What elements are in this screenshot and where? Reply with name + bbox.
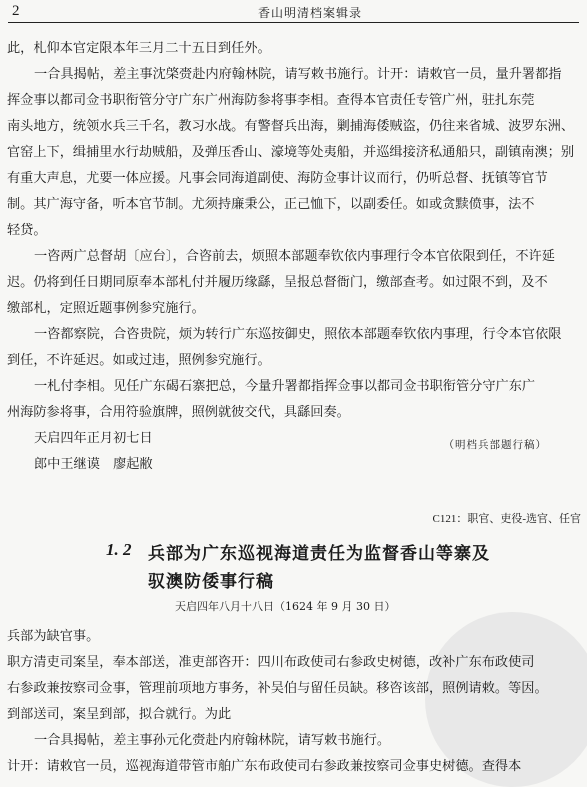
text-line: 郎中王继谟 廖起敝 [34, 457, 153, 472]
text-line: 缴部札，定照近题事例参究施行。 [7, 301, 205, 316]
text-line: 到部送司，案呈到部，拟合就行。为此 [7, 707, 232, 722]
text-line: 州海防参将事，合用符验旗牌，照例就彼交代，具繇回奏。 [7, 405, 350, 420]
text-line: 南头地方，统领水兵三千名，教习水战。有警督兵出海，剿捕海倭贼盗，仍往来省城、波罗东洲、 [7, 119, 575, 134]
text-line: 有重大声息，尤要一体应援。凡事会同海道副使、海防佥事计议而行，仍听总督、抚镇等官节 [7, 171, 548, 186]
text-line: 迟。仍将到任日期同原奉本部札付并履历缘繇，呈报总督衙门，缴部查考。如过限不到，及不 [7, 275, 548, 290]
text-line: 一咨都察院，合咨贵院，烦为转行广东巡按御史，照依本部题奉钦依内事理，行令本官依限 [34, 327, 562, 342]
text-line: 挥佥事以都司佥书职衔管分守广东广州海防参将事李相。查得本官责任专管广州，驻扎东莞 [7, 93, 535, 108]
text-line: 兵部为缺官事。 [7, 629, 100, 644]
page-number: 2 [12, 3, 20, 19]
source-note: （明档兵部题行稿） [443, 439, 547, 451]
text-line: 制。其广海守备，听本官节制。尤须持廉秉公，正己恤下，以副委任。如或贪黩偾事，法不 [7, 197, 535, 212]
text-line: 计开：请敕官一员，巡视海道带管市舶广东布政使司右参政兼按察司佥事史树德。查得本 [7, 759, 522, 774]
text-line: 一合具揭帖，差主事孙元化赍赴内府翰林院，请写敕书施行。 [34, 733, 391, 748]
section-title-line-2: 驭澳防倭事行稿 [148, 572, 274, 592]
classification-code: C121：职官、吏役-选官、任官 [432, 513, 581, 525]
section-date: 天启四年八月十八日（1624 年 9 月 30 日） [175, 600, 396, 613]
text-line: 到任，不许延迟。如或过违，照例参究施行。 [7, 353, 271, 368]
text-line: 一咨两广总督胡〔应台〕，合咨前去，烦照本部题奉钦依内事理行令本官依限到任，不许延 [34, 249, 555, 264]
header-rule [8, 22, 579, 23]
document-body-2 [7, 624, 575, 780]
text-line: 天启四年正月初七日 [34, 431, 153, 446]
page-header [0, 0, 587, 22]
section-title-line-1: 兵部为广东巡视海道责任为监督香山等寨及 [148, 544, 490, 564]
text-line: 右参政兼按察司佥事，管理前项地方事务，补吴伯与留任员缺。移咨该部，照例请敕。等因。 [7, 681, 548, 696]
text-line: 一合具揭帖，差主事沈棨赍赴内府翰林院，请写敕书施行。计开：请敕官一员，量升署都指 [34, 67, 562, 82]
text-line: 此，札仰本官定限本年三月二十五日到任外。 [7, 41, 271, 56]
text-line: 官窑上下，缉捕里水行劫贼船，及弹压香山、濠境等处夷船，并巡缉接济私通船只，副镇南澳；别 [7, 145, 575, 160]
text-line: 职方清吏司案呈，奉本部送，准吏部咨开：四川布政使司右参政史树德，改补广东布政使司 [7, 655, 535, 670]
section-title [148, 540, 490, 596]
book-title: 香山明清档案辑录 [258, 6, 363, 20]
section-number: 1. 2 [106, 540, 132, 559]
text-line: 轻贷。 [7, 223, 47, 238]
document-body-1 [7, 36, 575, 478]
text-line: 一札付李相。见任广东碣石寨把总，今量升署都指挥佥事以都司佥书职衔管分守广东广 [34, 379, 536, 394]
